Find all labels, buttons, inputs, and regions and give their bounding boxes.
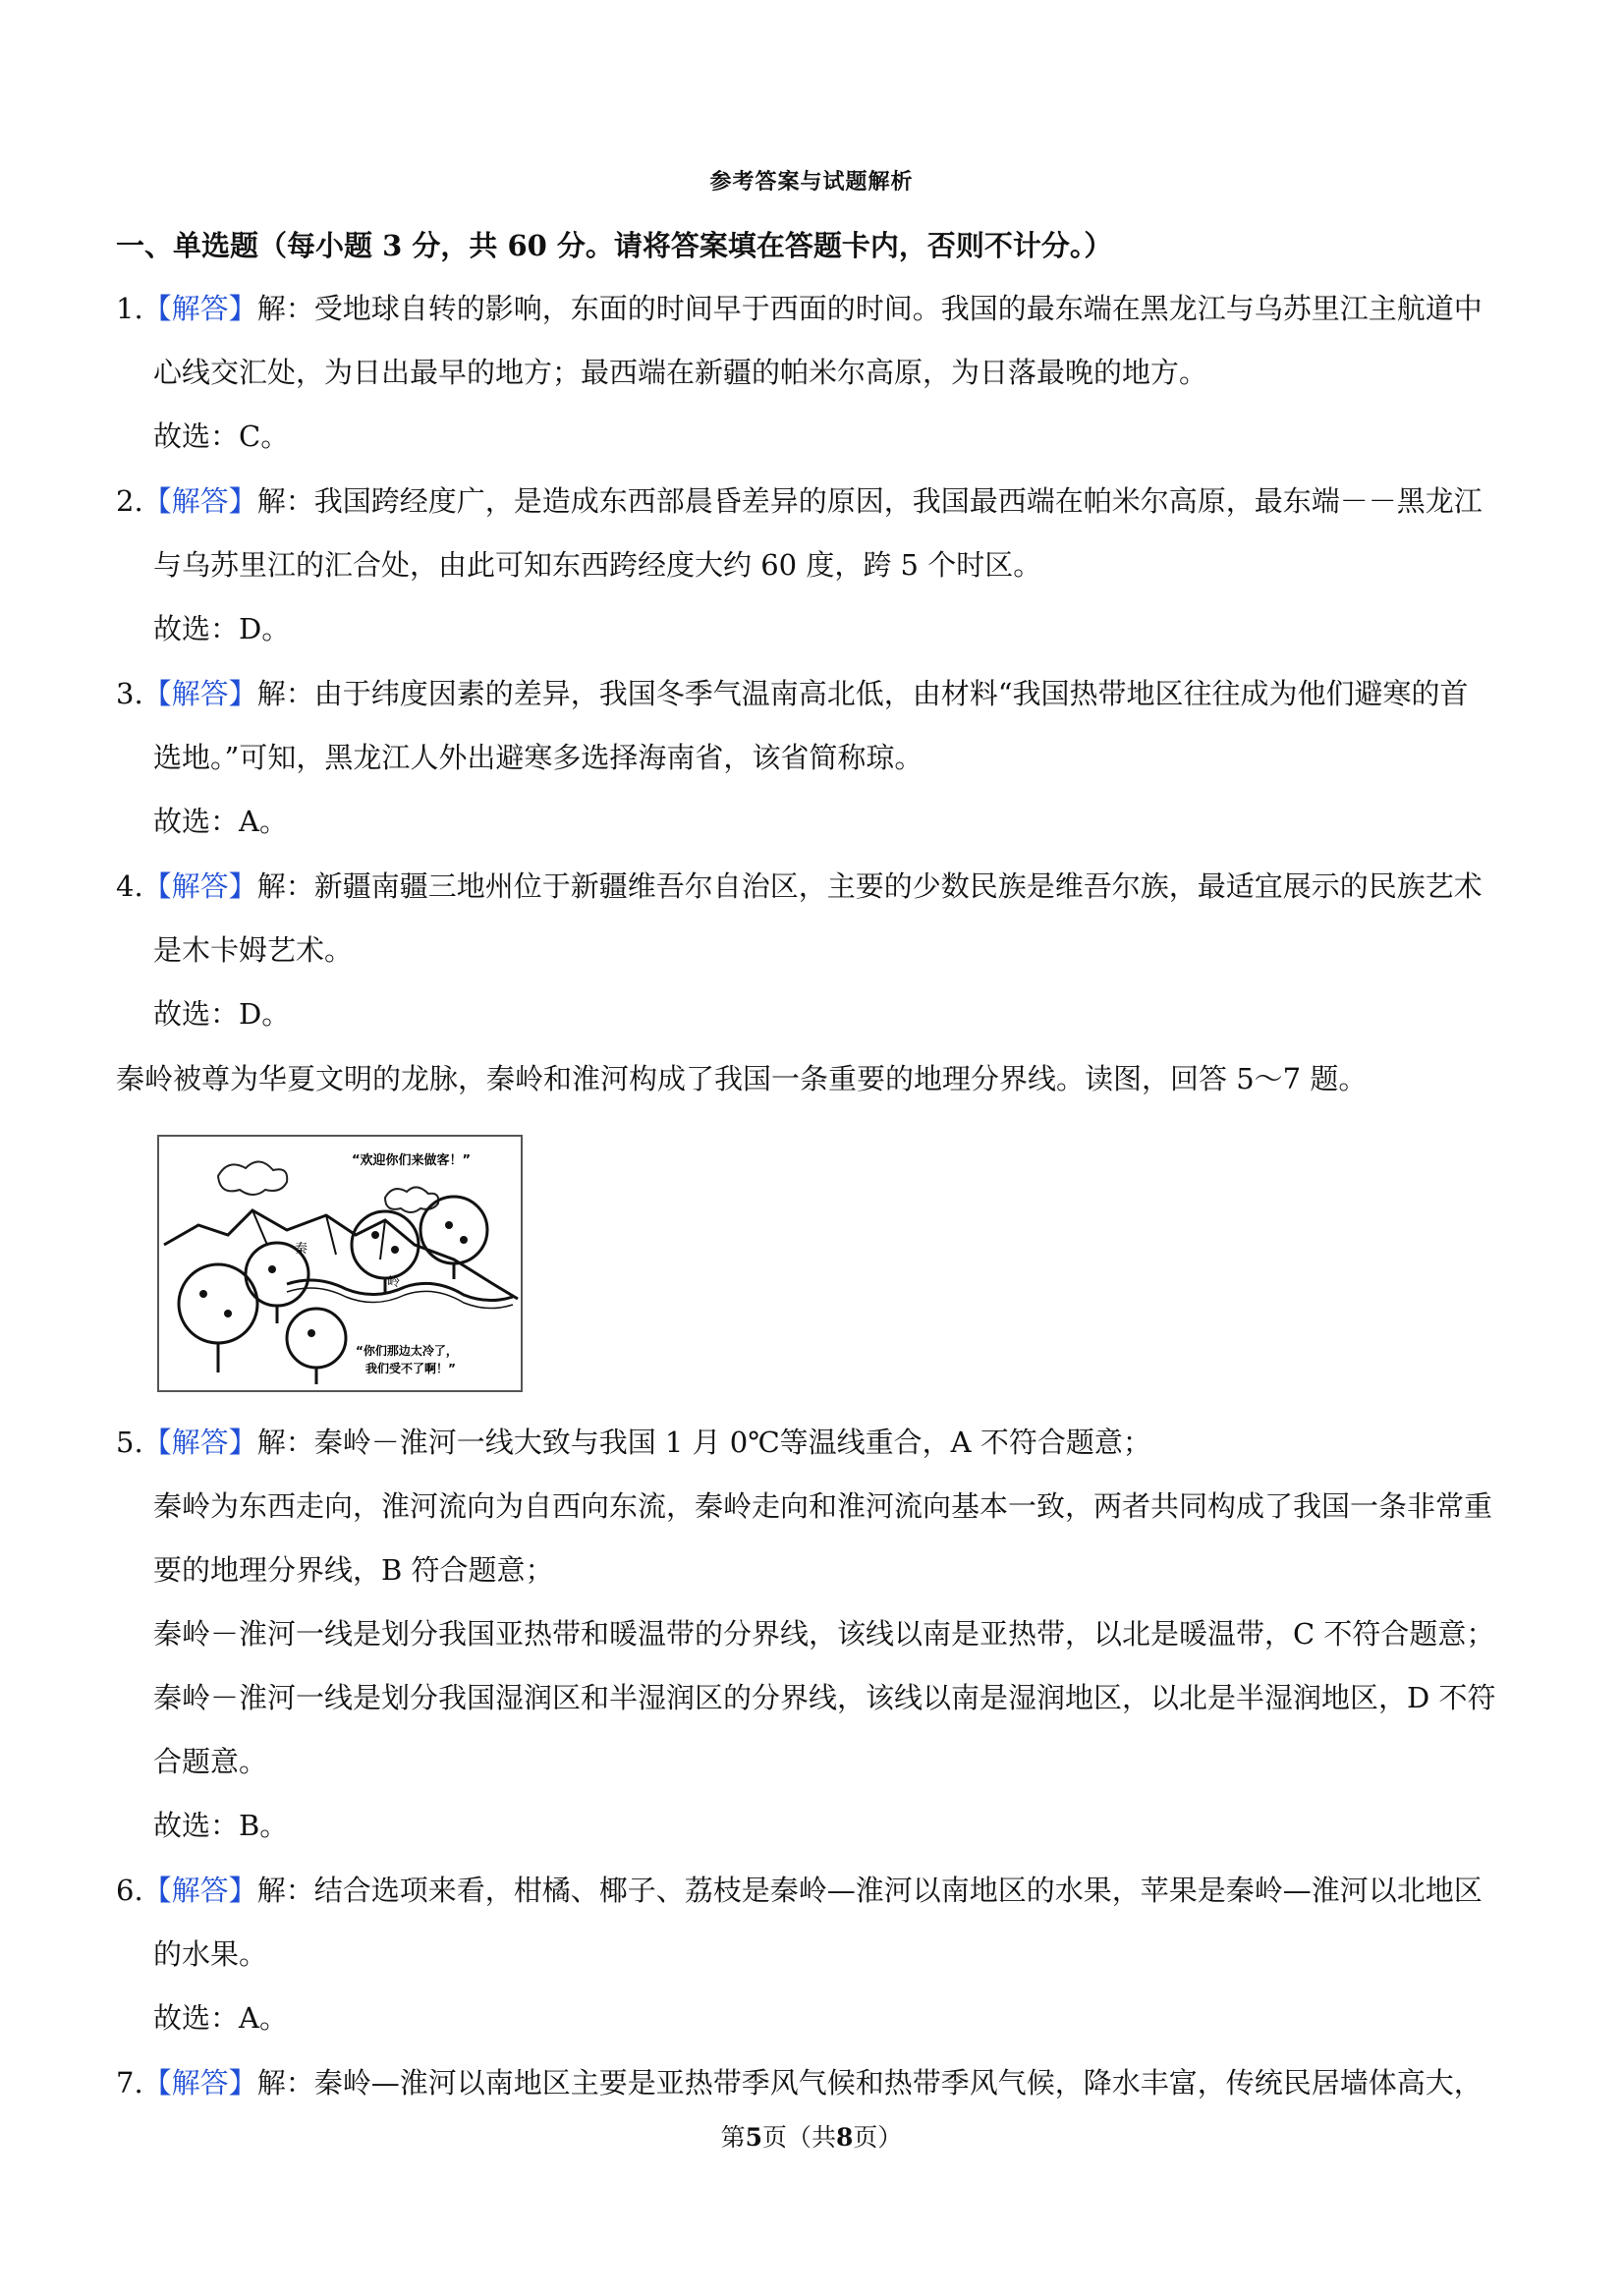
section-heading: 一、单选题（每小题 3 分，共 60 分。请将答案填在答题卡内，否则不计分。）	[116, 229, 1113, 262]
answer-tag: 【解答】	[142, 677, 257, 710]
question-number: 2.	[116, 484, 143, 518]
answer-tag: 【解答】	[142, 1426, 257, 1459]
line-text: 的水果。	[153, 1937, 268, 1971]
footer-mid: 页（共	[761, 2123, 836, 2152]
line-text: 与乌苏里江的汇合处，由此可知东西跨经度大约 60 度，跨 5 个时区。	[153, 548, 1042, 582]
text-line-q1-l1	[116, 289, 1483, 328]
text-line-intro	[116, 1059, 1367, 1098]
question-number: 7.	[116, 2066, 143, 2100]
answer-tag: 【解答】	[142, 292, 257, 325]
line-text: 解：受地球自转的影响，东面的时间早于西面的时间。我国的最东端在黑龙江与乌苏里江主航道中	[256, 292, 1483, 325]
line-text: 心线交汇处，为日出最早的地方；最西端在新疆的帕米尔高原，为日落最晚的地方。	[153, 356, 1208, 389]
label-ling: 岭	[387, 1275, 401, 1290]
text-line-q6-ans	[153, 1998, 288, 2038]
line-text: 秦岭－淮河一线是划分我国湿润区和半湿润区的分界线，该线以南是湿润地区，以北是半湿润地区，D 不符	[153, 1681, 1496, 1714]
text-line-q5-l2	[153, 1486, 1492, 1526]
text-line-q6-l1	[116, 1871, 1483, 1910]
text-line-q2-l2	[153, 545, 1041, 585]
text-line-q5-l4	[153, 1614, 1494, 1653]
text-line-q3-l1	[116, 674, 1469, 713]
text-line-q5-l3	[153, 1550, 554, 1590]
line-text: 故选：D。	[153, 612, 291, 645]
question-number: 5.	[116, 1426, 143, 1459]
speech-bubble-cold-2: 我们受不了啊！”	[365, 1362, 456, 1375]
line-text: 解：由于纬度因素的差异，我国冬季气温南高北低，由材料“我国热带地区往往成为他们避寒的首	[256, 677, 1469, 710]
line-text: 故选：B。	[153, 1809, 289, 1842]
footer-page-number: 5	[745, 2123, 762, 2152]
line-text: 故选：D。	[153, 997, 291, 1031]
page-title: 参考答案与试题解析	[709, 169, 914, 195]
footer-pre: 第	[720, 2123, 746, 2152]
text-line-q6-l2	[153, 1934, 267, 1974]
text-line-q7-l1	[116, 2063, 1483, 2102]
label-qin: 秦	[295, 1242, 308, 1257]
line-text: 选地。”可知，黑龙江人外出避寒多选择海南省，该省简称琼。	[153, 741, 923, 774]
line-text: 合题意。	[153, 1745, 268, 1778]
text-line-q1-l2	[153, 353, 1207, 392]
line-text: 故选：A。	[153, 2001, 288, 2035]
text-line-q3-ans	[153, 802, 288, 841]
line-text: 秦岭－淮河一线是划分我国亚热带和暖温带的分界线，该线以南是亚热带，以北是暖温带，C 不符合题意；	[153, 1617, 1495, 1651]
line-text: 秦岭为东西走向，淮河流向为自西向东流，秦岭走向和淮河流向基本一致，两者共同构成了我国一条非常重	[153, 1489, 1493, 1523]
text-line-q5-ans	[153, 1806, 288, 1845]
line-text: 解：结合选项来看，柑橘、椰子、荔枝是秦岭—淮河以南地区的水果，苹果是秦岭—淮河以北地区	[256, 1874, 1483, 1907]
answer-tag: 【解答】	[142, 869, 257, 903]
line-text: 解：新疆南疆三地州位于新疆维吾尔自治区，主要的少数民族是维吾尔族，最适宜展示的民族艺术	[256, 869, 1483, 903]
line-text: 秦岭被尊为华夏文明的龙脉，秦岭和淮河构成了我国一条重要的地理分界线。读图，回答 5～7 题。	[116, 1062, 1368, 1095]
qinling-cartoon-illustration	[159, 1137, 521, 1390]
line-text: 故选：C。	[153, 420, 290, 453]
text-line-q1-ans	[153, 417, 289, 456]
text-line-q5-l6	[153, 1742, 267, 1781]
page-footer	[0, 2118, 1623, 2154]
speech-bubble-cold-1: “你们那边太冷了，	[356, 1344, 458, 1358]
question-number: 6.	[116, 1874, 143, 1907]
footer-post: 页）	[853, 2123, 903, 2152]
speech-bubble-welcome: “欢迎你们来做客！”	[352, 1153, 472, 1168]
question-number: 1.	[116, 292, 143, 325]
line-text: 要的地理分界线，B 符合题意；	[153, 1553, 554, 1587]
text-line-q4-l1	[116, 867, 1483, 906]
line-text: 是木卡姆艺术。	[153, 933, 354, 967]
text-line-q5-l5	[153, 1678, 1495, 1717]
text-line-q4-l2	[153, 930, 353, 970]
text-line-q4-ans	[153, 994, 290, 1034]
text-line-q5-l1	[116, 1423, 1151, 1462]
answer-tag: 【解答】	[142, 1874, 257, 1907]
footer-total-pages: 8	[836, 2123, 854, 2152]
line-text: 故选：A。	[153, 805, 288, 838]
qinling-cartoon-figure	[157, 1135, 523, 1392]
text-line-q2-l1	[116, 481, 1483, 521]
answer-tag: 【解答】	[142, 2066, 257, 2100]
line-text: 解：我国跨经度广，是造成东西部晨昏差异的原因，我国最西端在帕米尔高原，最东端－－黑龙江	[256, 484, 1483, 518]
question-number: 3.	[116, 677, 143, 710]
line-text: 解：秦岭－淮河一线大致与我国 1 月 0℃等温线重合，A 不符合题意；	[256, 1426, 1151, 1459]
text-line-q2-ans	[153, 609, 290, 648]
answer-tag: 【解答】	[142, 484, 257, 518]
text-line-q3-l2	[153, 738, 923, 777]
question-number: 4.	[116, 869, 143, 903]
line-text: 解：秦岭—淮河以南地区主要是亚热带季风气候和热带季风气候，降水丰富，传统民居墙体高大，	[256, 2066, 1483, 2100]
